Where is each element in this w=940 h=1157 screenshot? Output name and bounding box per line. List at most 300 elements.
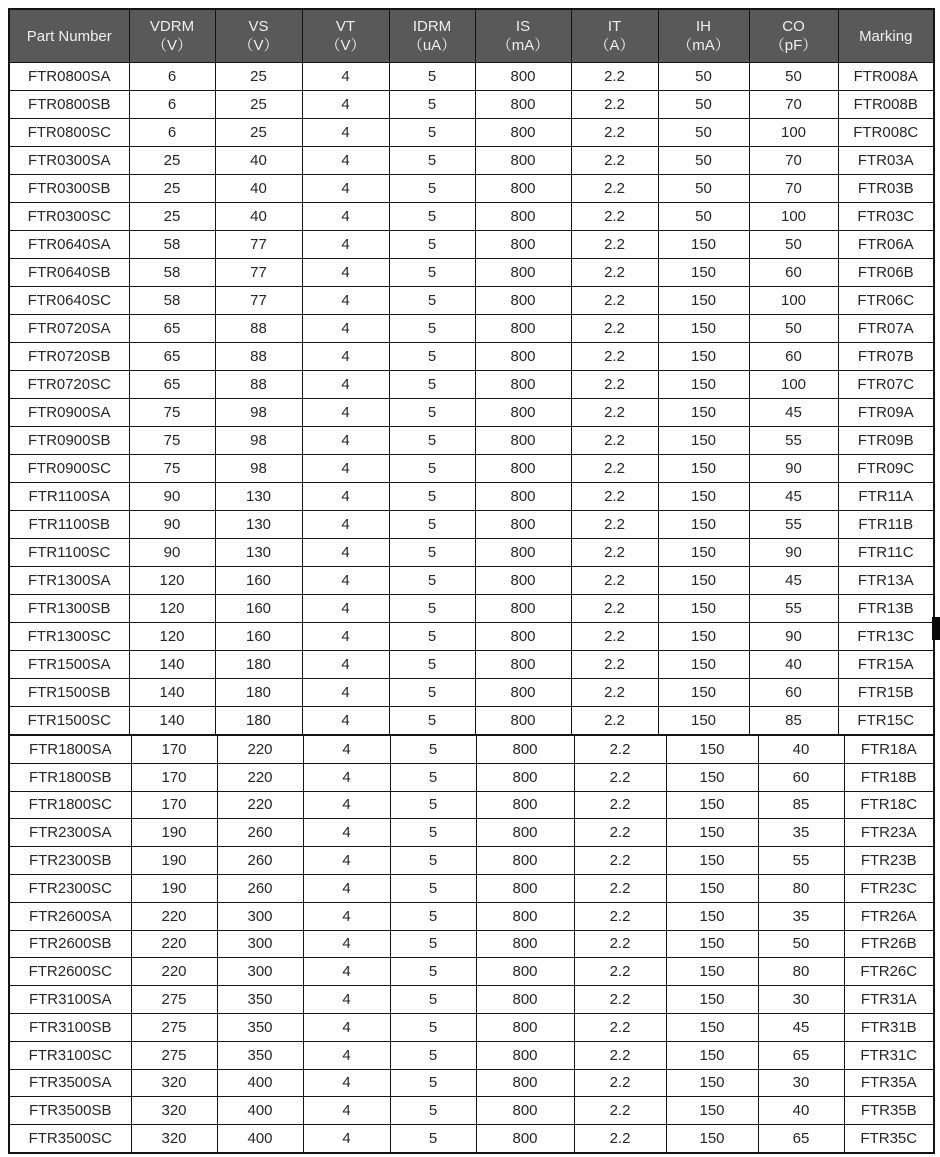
value-cell: 50 xyxy=(749,63,838,91)
value-cell: 45 xyxy=(749,483,838,511)
value-cell: 65 xyxy=(129,343,215,371)
marking-cell: FTR31B xyxy=(844,1013,934,1041)
part-number-cell: FTR3500SB xyxy=(9,1097,131,1125)
value-cell: 80 xyxy=(758,874,844,902)
table-row xyxy=(9,595,934,623)
value-cell: 90 xyxy=(129,511,215,539)
value-cell: 150 xyxy=(658,511,749,539)
table-row xyxy=(9,147,934,175)
table-row xyxy=(9,958,934,986)
value-cell: 4 xyxy=(302,567,389,595)
value-cell: 350 xyxy=(217,1013,303,1041)
column-header-unit: （mA） xyxy=(677,37,730,54)
value-cell: 58 xyxy=(129,259,215,287)
value-cell: 60 xyxy=(749,259,838,287)
value-cell: 35 xyxy=(758,902,844,930)
value-cell: 190 xyxy=(131,819,217,847)
value-cell: 90 xyxy=(749,623,838,651)
value-cell: 4 xyxy=(302,175,389,203)
value-cell: 5 xyxy=(390,986,476,1014)
value-cell: 140 xyxy=(129,679,215,707)
value-cell: 800 xyxy=(475,623,571,651)
column-header-label: IH xyxy=(696,18,711,35)
value-cell: 150 xyxy=(658,679,749,707)
value-cell: 5 xyxy=(390,819,476,847)
value-cell: 50 xyxy=(658,119,749,147)
value-cell: 5 xyxy=(389,707,475,736)
table-row xyxy=(9,91,934,119)
value-cell: 150 xyxy=(658,315,749,343)
part-number-cell: FTR0900SC xyxy=(9,455,129,483)
value-cell: 800 xyxy=(475,287,571,315)
value-cell: 160 xyxy=(215,567,302,595)
value-cell: 150 xyxy=(658,623,749,651)
column-header-label: Part Number xyxy=(26,27,112,45)
part-number-cell: FTR1500SC xyxy=(9,707,129,736)
value-cell: 800 xyxy=(476,1069,574,1097)
value-cell: 4 xyxy=(302,147,389,175)
value-cell: 800 xyxy=(475,91,571,119)
value-cell: 150 xyxy=(658,343,749,371)
value-cell: 800 xyxy=(475,231,571,259)
value-cell: 60 xyxy=(749,679,838,707)
value-cell: 800 xyxy=(475,567,571,595)
value-cell: 2.2 xyxy=(571,511,658,539)
value-cell: 5 xyxy=(390,791,476,819)
value-cell: 5 xyxy=(389,343,475,371)
value-cell: 2.2 xyxy=(571,91,658,119)
table-row xyxy=(9,986,934,1014)
column-header-unit: （mA） xyxy=(496,37,550,54)
value-cell: 4 xyxy=(302,399,389,427)
value-cell: 25 xyxy=(129,147,215,175)
marking-cell: FTR06A xyxy=(838,231,934,259)
value-cell: 2.2 xyxy=(571,567,658,595)
table-row xyxy=(9,735,934,763)
value-cell: 800 xyxy=(475,455,571,483)
value-cell: 800 xyxy=(475,63,571,91)
value-cell: 220 xyxy=(131,930,217,958)
value-cell: 130 xyxy=(215,511,302,539)
value-cell: 5 xyxy=(389,259,475,287)
value-cell: 2.2 xyxy=(574,1125,666,1153)
part-number-cell: FTR0800SB xyxy=(9,91,129,119)
value-cell: 5 xyxy=(389,651,475,679)
value-cell: 150 xyxy=(658,231,749,259)
value-cell: 800 xyxy=(476,763,574,791)
value-cell: 5 xyxy=(389,371,475,399)
value-cell: 100 xyxy=(749,287,838,315)
marking-cell: FTR11C xyxy=(838,539,934,567)
value-cell: 5 xyxy=(389,483,475,511)
value-cell: 150 xyxy=(658,483,749,511)
value-cell: 2.2 xyxy=(574,986,666,1014)
part-number-cell: FTR1300SA xyxy=(9,567,129,595)
part-number-cell: FTR2300SB xyxy=(9,847,131,875)
value-cell: 90 xyxy=(749,455,838,483)
value-cell: 5 xyxy=(389,595,475,623)
value-cell: 98 xyxy=(215,455,302,483)
table-row xyxy=(9,791,934,819)
part-number-cell: FTR1100SA xyxy=(9,483,129,511)
value-cell: 5 xyxy=(389,427,475,455)
value-cell: 2.2 xyxy=(574,1069,666,1097)
value-cell: 150 xyxy=(658,259,749,287)
marking-cell: FTR07A xyxy=(838,315,934,343)
value-cell: 100 xyxy=(749,119,838,147)
value-cell: 150 xyxy=(658,371,749,399)
value-cell: 2.2 xyxy=(571,679,658,707)
value-cell: 220 xyxy=(131,902,217,930)
value-cell: 2.2 xyxy=(574,847,666,875)
value-cell: 88 xyxy=(215,315,302,343)
marking-cell: FTR06C xyxy=(838,287,934,315)
value-cell: 2.2 xyxy=(574,930,666,958)
value-cell: 65 xyxy=(758,1125,844,1153)
value-cell: 5 xyxy=(389,119,475,147)
value-cell: 55 xyxy=(749,427,838,455)
value-cell: 45 xyxy=(749,399,838,427)
value-cell: 800 xyxy=(475,147,571,175)
value-cell: 4 xyxy=(302,315,389,343)
value-cell: 800 xyxy=(476,847,574,875)
column-header-vs xyxy=(215,9,302,63)
value-cell: 300 xyxy=(217,930,303,958)
marking-cell: FTR18A xyxy=(844,735,934,763)
value-cell: 5 xyxy=(390,1125,476,1153)
part-number-cell: FTR3500SC xyxy=(9,1125,131,1153)
value-cell: 4 xyxy=(303,874,390,902)
column-header-co xyxy=(749,9,838,63)
marking-cell: FTR31C xyxy=(844,1041,934,1069)
part-number-cell: FTR0720SB xyxy=(9,343,129,371)
value-cell: 4 xyxy=(302,287,389,315)
value-cell: 150 xyxy=(666,1041,758,1069)
value-cell: 2.2 xyxy=(571,595,658,623)
value-cell: 800 xyxy=(476,1013,574,1041)
value-cell: 150 xyxy=(666,847,758,875)
marking-cell: FTR13C xyxy=(838,623,934,651)
value-cell: 5 xyxy=(389,147,475,175)
value-cell: 400 xyxy=(217,1125,303,1153)
value-cell: 2.2 xyxy=(574,1013,666,1041)
value-cell: 35 xyxy=(758,819,844,847)
part-number-cell: FTR2300SC xyxy=(9,874,131,902)
value-cell: 50 xyxy=(658,175,749,203)
value-cell: 2.2 xyxy=(571,539,658,567)
value-cell: 180 xyxy=(215,707,302,736)
table-row xyxy=(9,315,934,343)
value-cell: 2.2 xyxy=(574,958,666,986)
value-cell: 4 xyxy=(303,1013,390,1041)
value-cell: 160 xyxy=(215,623,302,651)
value-cell: 800 xyxy=(475,175,571,203)
value-cell: 55 xyxy=(758,847,844,875)
value-cell: 150 xyxy=(658,707,749,736)
value-cell: 800 xyxy=(475,539,571,567)
spec-table-lower xyxy=(8,734,935,1154)
value-cell: 5 xyxy=(390,1013,476,1041)
value-cell: 100 xyxy=(749,203,838,231)
value-cell: 98 xyxy=(215,399,302,427)
value-cell: 2.2 xyxy=(574,1041,666,1069)
value-cell: 85 xyxy=(758,791,844,819)
value-cell: 4 xyxy=(302,595,389,623)
marking-cell: FTR11B xyxy=(838,511,934,539)
part-number-cell: FTR0720SC xyxy=(9,371,129,399)
table-header-row xyxy=(9,9,934,63)
column-header-label: CO xyxy=(782,18,805,35)
value-cell: 800 xyxy=(476,874,574,902)
value-cell: 70 xyxy=(749,91,838,119)
column-header-unit: （V） xyxy=(325,37,366,54)
value-cell: 50 xyxy=(658,147,749,175)
column-header-label: VT xyxy=(335,18,356,35)
value-cell: 150 xyxy=(666,874,758,902)
value-cell: 50 xyxy=(658,91,749,119)
table-row xyxy=(9,847,934,875)
value-cell: 130 xyxy=(215,539,302,567)
value-cell: 800 xyxy=(475,483,571,511)
part-number-cell: FTR0640SB xyxy=(9,259,129,287)
value-cell: 2.2 xyxy=(571,427,658,455)
column-header-vt xyxy=(302,9,389,63)
value-cell: 150 xyxy=(658,595,749,623)
table-row xyxy=(9,483,934,511)
value-cell: 100 xyxy=(749,371,838,399)
value-cell: 800 xyxy=(476,902,574,930)
table-row xyxy=(9,1097,934,1125)
column-header-vdrm xyxy=(129,9,215,63)
marking-cell: FTR23C xyxy=(844,874,934,902)
marking-cell: FTR008C xyxy=(838,119,934,147)
table-row xyxy=(9,707,934,736)
value-cell: 40 xyxy=(215,203,302,231)
table-row xyxy=(9,567,934,595)
value-cell: 60 xyxy=(758,763,844,791)
column-header-label: IS xyxy=(515,18,531,35)
part-number-cell: FTR0300SA xyxy=(9,147,129,175)
value-cell: 2.2 xyxy=(571,623,658,651)
column-header-unit: （A） xyxy=(594,37,635,54)
value-cell: 800 xyxy=(475,259,571,287)
value-cell: 4 xyxy=(303,791,390,819)
value-cell: 150 xyxy=(666,1069,758,1097)
value-cell: 4 xyxy=(302,371,389,399)
value-cell: 5 xyxy=(389,91,475,119)
marking-cell: FTR35C xyxy=(844,1125,934,1153)
marking-cell: FTR13B xyxy=(838,595,934,623)
marking-cell: FTR26C xyxy=(844,958,934,986)
value-cell: 50 xyxy=(658,203,749,231)
value-cell: 120 xyxy=(129,567,215,595)
value-cell: 400 xyxy=(217,1069,303,1097)
value-cell: 150 xyxy=(658,539,749,567)
value-cell: 190 xyxy=(131,874,217,902)
part-number-cell: FTR3100SA xyxy=(9,986,131,1014)
value-cell: 150 xyxy=(666,763,758,791)
value-cell: 260 xyxy=(217,874,303,902)
value-cell: 150 xyxy=(658,651,749,679)
table-row xyxy=(9,1125,934,1153)
table-row xyxy=(9,175,934,203)
marking-cell: FTR18C xyxy=(844,791,934,819)
value-cell: 150 xyxy=(658,427,749,455)
value-cell: 800 xyxy=(476,791,574,819)
value-cell: 4 xyxy=(302,707,389,736)
value-cell: 800 xyxy=(475,511,571,539)
value-cell: 320 xyxy=(131,1125,217,1153)
value-cell: 120 xyxy=(129,623,215,651)
table-row xyxy=(9,63,934,91)
value-cell: 4 xyxy=(303,986,390,1014)
value-cell: 90 xyxy=(749,539,838,567)
value-cell: 60 xyxy=(749,343,838,371)
table-row xyxy=(9,371,934,399)
marking-cell: FTR35A xyxy=(844,1069,934,1097)
marking-cell: FTR09A xyxy=(838,399,934,427)
value-cell: 150 xyxy=(666,958,758,986)
column-header-unit: （uA） xyxy=(407,37,457,54)
marking-cell: FTR15C xyxy=(838,707,934,736)
marking-cell: FTR03A xyxy=(838,147,934,175)
part-number-cell: FTR1500SB xyxy=(9,679,129,707)
value-cell: 800 xyxy=(475,679,571,707)
value-cell: 300 xyxy=(217,958,303,986)
value-cell: 6 xyxy=(129,63,215,91)
value-cell: 5 xyxy=(390,735,476,763)
value-cell: 220 xyxy=(217,791,303,819)
value-cell: 6 xyxy=(129,119,215,147)
spec-table-upper xyxy=(8,8,935,736)
value-cell: 800 xyxy=(476,986,574,1014)
value-cell: 800 xyxy=(475,399,571,427)
value-cell: 2.2 xyxy=(571,343,658,371)
value-cell: 5 xyxy=(389,539,475,567)
value-cell: 800 xyxy=(476,1125,574,1153)
value-cell: 75 xyxy=(129,399,215,427)
value-cell: 6 xyxy=(129,91,215,119)
part-number-cell: FTR1800SB xyxy=(9,763,131,791)
value-cell: 170 xyxy=(131,735,217,763)
value-cell: 220 xyxy=(131,958,217,986)
table-row xyxy=(9,819,934,847)
column-header-marking xyxy=(838,9,934,63)
value-cell: 5 xyxy=(389,511,475,539)
table-row xyxy=(9,119,934,147)
value-cell: 77 xyxy=(215,287,302,315)
value-cell: 2.2 xyxy=(574,735,666,763)
part-number-cell: FTR1100SB xyxy=(9,511,129,539)
table-row xyxy=(9,455,934,483)
value-cell: 4 xyxy=(303,958,390,986)
value-cell: 2.2 xyxy=(571,371,658,399)
value-cell: 4 xyxy=(303,930,390,958)
value-cell: 5 xyxy=(390,847,476,875)
value-cell: 150 xyxy=(658,287,749,315)
value-cell: 40 xyxy=(215,147,302,175)
marking-cell: FTR07B xyxy=(838,343,934,371)
value-cell: 77 xyxy=(215,259,302,287)
value-cell: 58 xyxy=(129,287,215,315)
value-cell: 85 xyxy=(749,707,838,736)
value-cell: 800 xyxy=(476,958,574,986)
value-cell: 800 xyxy=(475,203,571,231)
value-cell: 2.2 xyxy=(571,63,658,91)
part-number-cell: FTR0900SB xyxy=(9,427,129,455)
value-cell: 170 xyxy=(131,791,217,819)
value-cell: 2.2 xyxy=(571,399,658,427)
value-cell: 300 xyxy=(217,902,303,930)
value-cell: 275 xyxy=(131,1041,217,1069)
value-cell: 4 xyxy=(302,259,389,287)
value-cell: 88 xyxy=(215,371,302,399)
value-cell: 40 xyxy=(758,735,844,763)
value-cell: 2.2 xyxy=(571,119,658,147)
value-cell: 4 xyxy=(302,455,389,483)
value-cell: 5 xyxy=(390,902,476,930)
value-cell: 25 xyxy=(215,91,302,119)
column-header-part-number xyxy=(9,9,129,63)
value-cell: 4 xyxy=(302,679,389,707)
value-cell: 2.2 xyxy=(571,175,658,203)
table-row xyxy=(9,763,934,791)
part-number-cell: FTR0900SA xyxy=(9,399,129,427)
part-number-cell: FTR2600SA xyxy=(9,902,131,930)
value-cell: 4 xyxy=(303,763,390,791)
marking-cell: FTR13A xyxy=(838,567,934,595)
value-cell: 4 xyxy=(302,427,389,455)
marking-cell: FTR008A xyxy=(838,63,934,91)
value-cell: 25 xyxy=(215,119,302,147)
value-cell: 30 xyxy=(758,1069,844,1097)
value-cell: 65 xyxy=(758,1041,844,1069)
part-number-cell: FTR2300SA xyxy=(9,819,131,847)
value-cell: 2.2 xyxy=(571,315,658,343)
value-cell: 320 xyxy=(131,1069,217,1097)
value-cell: 5 xyxy=(389,315,475,343)
value-cell: 77 xyxy=(215,231,302,259)
value-cell: 5 xyxy=(389,175,475,203)
value-cell: 800 xyxy=(475,371,571,399)
value-cell: 5 xyxy=(389,567,475,595)
part-number-cell: FTR3100SC xyxy=(9,1041,131,1069)
value-cell: 90 xyxy=(129,483,215,511)
marking-cell: FTR15A xyxy=(838,651,934,679)
value-cell: 25 xyxy=(129,175,215,203)
table-row xyxy=(9,651,934,679)
marking-cell: FTR23A xyxy=(844,819,934,847)
value-cell: 150 xyxy=(666,1125,758,1153)
part-number-cell: FTR1800SC xyxy=(9,791,131,819)
value-cell: 50 xyxy=(749,231,838,259)
part-number-cell: FTR2600SC xyxy=(9,958,131,986)
value-cell: 800 xyxy=(475,427,571,455)
column-header-label: IT xyxy=(607,18,622,35)
value-cell: 800 xyxy=(476,735,574,763)
part-number-cell: FTR2600SB xyxy=(9,930,131,958)
value-cell: 350 xyxy=(217,1041,303,1069)
value-cell: 25 xyxy=(129,203,215,231)
value-cell: 160 xyxy=(215,595,302,623)
value-cell: 150 xyxy=(658,455,749,483)
value-cell: 4 xyxy=(302,91,389,119)
value-cell: 275 xyxy=(131,1013,217,1041)
part-number-cell: FTR1500SA xyxy=(9,651,129,679)
column-header-is xyxy=(475,9,571,63)
marking-cell: FTR008B xyxy=(838,91,934,119)
value-cell: 50 xyxy=(758,930,844,958)
